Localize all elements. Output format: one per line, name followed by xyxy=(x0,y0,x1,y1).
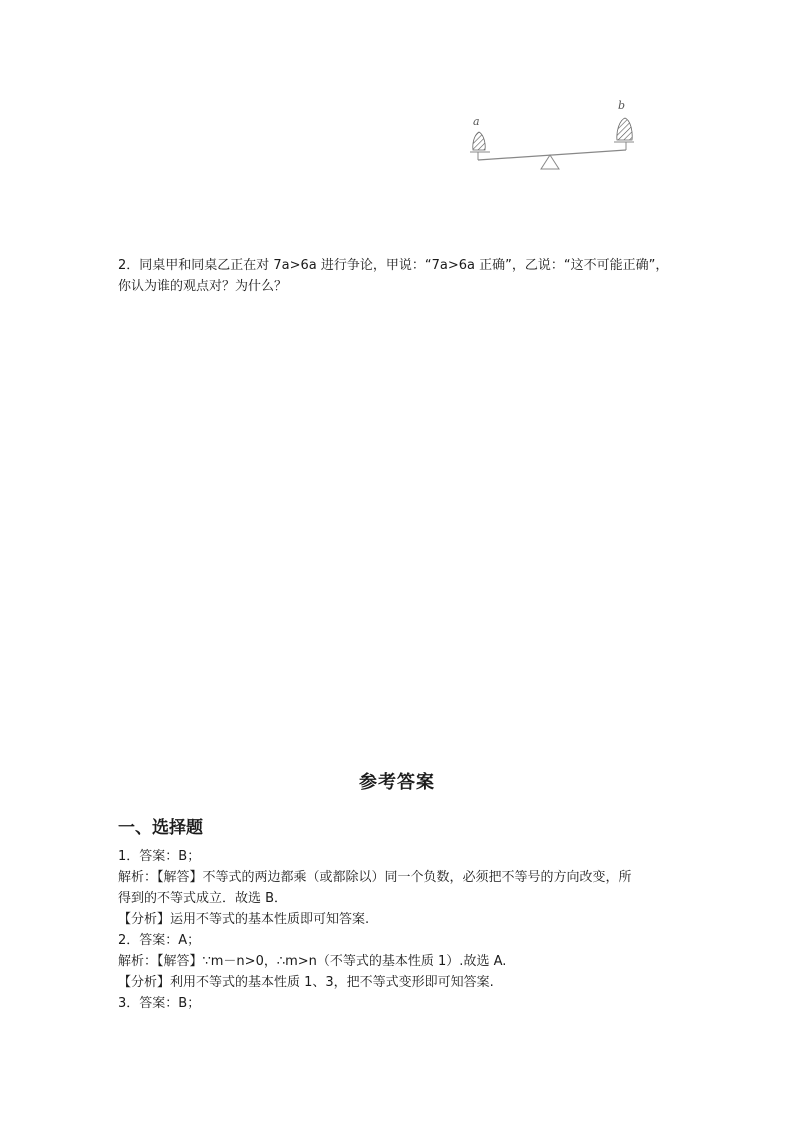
answer-line: 解析：【解答】∵m－n>0，∴m>n（不等式的基本性质 1）.故选 A. xyxy=(118,954,507,969)
weight-a-icon xyxy=(473,132,485,150)
question-2 xyxy=(118,255,683,297)
answer-line: 【分析】利用不等式的基本性质 1、3，把不等式变形即可知答案. xyxy=(118,975,494,990)
answer-line: 2．答案：A； xyxy=(118,933,201,948)
question-2-line-1: 2．同桌甲和同桌乙正在对 7a>6a 进行争论，甲说：“7a>6a 正确”，乙说：“这不可能正确”， xyxy=(118,258,669,273)
weight-b-icon xyxy=(617,118,632,140)
label-a: a xyxy=(473,115,480,128)
fulcrum-icon xyxy=(541,155,559,169)
answer-line: 3．答案：B； xyxy=(118,996,201,1011)
balance-scale-figure xyxy=(462,92,642,178)
question-2-line-2: 你认为谁的观点对？为什么？ xyxy=(118,279,288,294)
answer-line: 得到的不等式成立．故选 B． xyxy=(118,891,288,906)
section-title: 一、选择题 xyxy=(118,818,203,838)
answer-line: 解析：【解答】不等式的两边都乘（或都除以）同一个负数，必须把不等号的方向改变，所 xyxy=(118,870,632,885)
answers-list xyxy=(118,846,683,1014)
answer-title: 参考答案 xyxy=(359,772,435,793)
answer-line: 1．答案：B； xyxy=(118,849,201,864)
answer-line: 【分析】运用不等式的基本性质即可知答案. xyxy=(118,912,370,927)
label-b: b xyxy=(618,99,626,112)
